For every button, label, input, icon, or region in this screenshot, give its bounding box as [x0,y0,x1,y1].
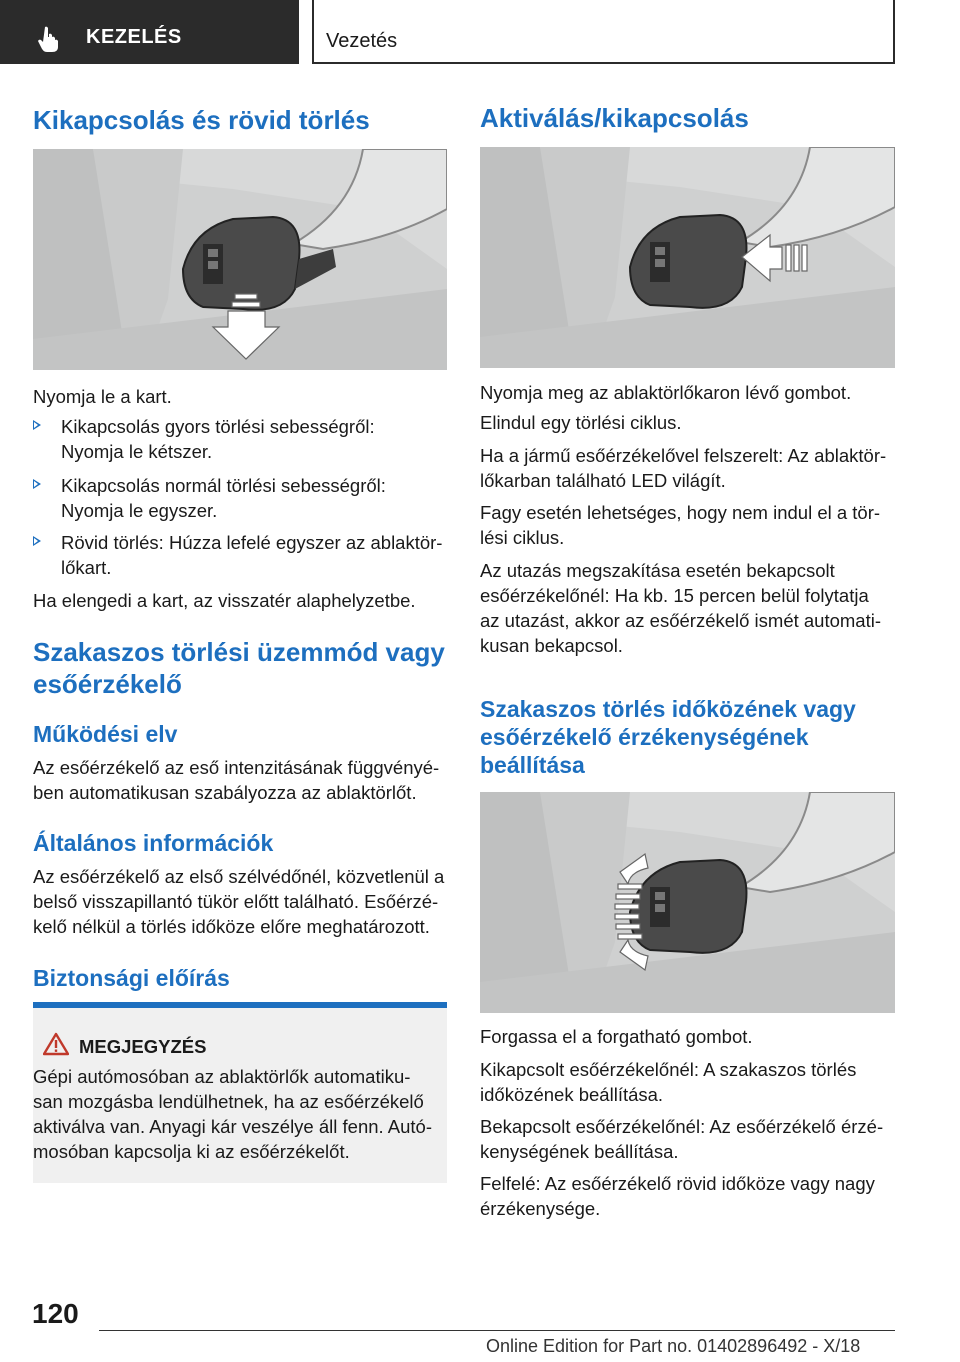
bullet-1-line2: Nyomja le kétszer. [61,441,213,462]
list-item [33,530,447,582]
right-p8 [480,1114,883,1164]
notice-box [33,1002,447,1183]
notice-line4: mosóban kapcsolja ki az esőérzékelőt. [33,1141,350,1162]
heading-aktivalas: Aktiválás/kikapcsolás [480,103,749,133]
right-p7-line2: időközének beállítása. [480,1084,664,1105]
hand-icon [36,24,64,52]
bullet-triangle-icon [33,420,41,430]
list-item [33,473,447,525]
illustration-press-button [480,147,895,368]
heading-kikapcsolas: Kikapcsolás és rövid törlés [33,105,370,135]
notice-title: MEGJEGYZÉS [79,1036,207,1057]
right-p4-line2: lési ciklus. [480,527,565,548]
left-p4-line1: Az esőérzékelő az első szélvédőnél, közvetlenül a [33,866,445,887]
right-p5-line2: esőérzékelőnél: Ha kb. 15 percen belül folytatja [480,585,869,606]
page-number: 120 [32,1298,79,1329]
heading-mukodesi: Működési elv [33,721,178,747]
left-p3-line2: ben automatikusan szabályozza az ablaktörlőt. [33,782,417,803]
illustration-rotate-knob [480,792,895,1013]
warning-icon [43,1032,69,1056]
right-p8-line1: Bekapcsolt esőérzékelőnél: Az esőérzékelő érzé- [480,1116,884,1137]
heading-szakaszos-idokoz-line1: Szakaszos törlés időközének vagy [480,696,856,722]
footer-edition: Online Edition for Part no. 01402896492 - X/18 [486,1336,861,1356]
right-p5-line1: Az utazás megszakítása esetén bekapcsolt [480,560,835,581]
right-p4 [480,500,880,550]
illustration-push-down [33,149,447,370]
right-p9-line2: érzékenysége. [480,1198,601,1219]
left-p3 [33,755,439,805]
footer-divider [99,1330,895,1331]
right-p9 [480,1171,875,1221]
right-p8-line2: kenységének beállítása. [480,1141,679,1162]
left-p3-line1: Az esőérzékelő az eső intenzitásának függvényé- [33,757,440,778]
chapter-tab [0,0,299,64]
bullet-triangle-icon [33,479,41,489]
left-p4-line3: kelő nélkül a törlés időköze előre meghatározott. [33,916,430,937]
heading-szakaszos-idokoz-line2: esőérzékelő érzékenységének [480,724,809,750]
right-p2: Elindul egy törlési ciklus. [480,412,682,433]
heading-szakaszos-line2: esőérzékelő [33,669,182,699]
right-p5-line3: az utazást, akkor az esőérzékelő ismét automati- [480,610,882,631]
heading-szakaszos-line1: Szakaszos törlési üzemmód vagy [33,637,445,667]
right-p1: Nyomja meg az ablaktörlőkaron lévő gombot. [480,382,852,403]
right-p4-line1: Fagy esetén lehetséges, hogy nem indul el a tör- [480,502,881,523]
bullet-triangle-icon [33,536,41,546]
right-p7-line1: Kikapcsolt esőérzékelőnél: A szakaszos törlés [480,1059,857,1080]
heading-szakaszos-idokoz-line3: beállítása [480,752,585,778]
heading-altalanos: Általános információk [33,830,274,856]
list-item [33,414,447,466]
right-p5 [480,558,881,658]
bullet-3-line2: lőkart. [61,557,112,578]
right-p5-line4: kusan bekapcsol. [480,635,623,656]
right-p6: Forgassa el a forgatható gombot. [480,1026,753,1047]
right-p3-line2: lőkarban található LED világít. [480,470,726,491]
left-p2: Ha elengedi a kart, az visszatér alaphelyzetbe. [33,590,416,611]
right-p3 [480,443,886,493]
heading-szakaszos [33,636,445,700]
bullet-3-line1: Rövid törlés: Húzza lefelé egyszer az ablaktör- [61,532,443,553]
bullet-2-line2: Nyomja le egyszer. [61,500,218,521]
bullet-2-line1: Kikapcsolás normál törlési sebességről: [61,475,386,496]
section-header [312,0,895,64]
heading-szakaszos-idokoz [480,695,856,779]
notice-line1: Gépi autómosóban az ablaktörlők automatiku- [33,1066,411,1087]
right-p9-line1: Felfelé: Az esőérzékelő rövid időköze vagy nagy [480,1173,875,1194]
notice-line2: san mozgásba lendülhetnek, ha az esőérzékelő [33,1091,424,1112]
heading-biztonsagi: Biztonsági előírás [33,965,230,991]
right-p7 [480,1057,856,1107]
left-p4 [33,864,444,939]
right-p3-line1: Ha a jármű esőérzékelővel felszerelt: Az ablaktör- [480,445,887,466]
bullet-1-line1: Kikapcsolás gyors törlési sebességről: [61,416,375,437]
section-label: Vezetés [326,30,398,52]
notice-line3: aktiválva van. Anyagi kár veszélye áll fenn. Autó- [33,1116,432,1137]
chapter-label: KEZELÉS [86,26,182,48]
left-p1: Nyomja le a kart. [33,386,172,407]
left-p4-line2: belső visszapillantó tükör előtt található. Esőérzé- [33,891,439,912]
notice-body [33,1064,447,1164]
